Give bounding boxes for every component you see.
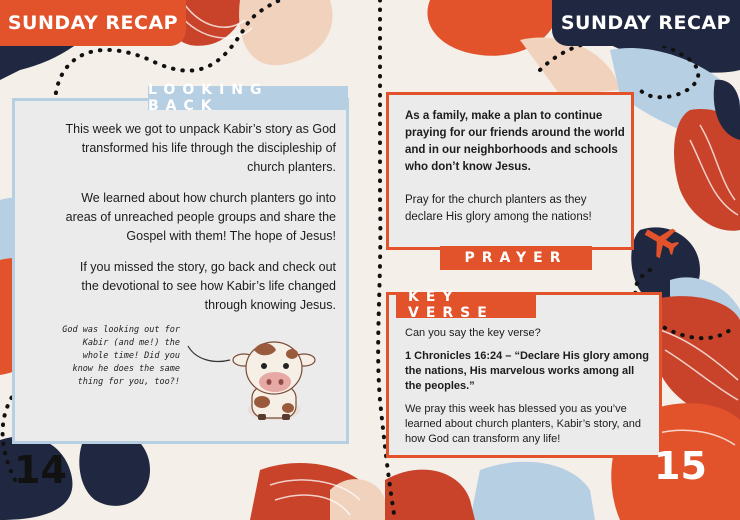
prayer-text: Pray for the church planters as they declare His glory among the nations!: [405, 194, 592, 223]
key-verse-body: [405, 326, 653, 455]
looking-back-heading: LOOKING BACK: [148, 86, 348, 110]
speech-pointer: [186, 342, 232, 366]
page-number-right: 15: [654, 444, 707, 488]
looking-back-paragraph: If you missed the story, go back and check out the devotional to see how Kabir’s life changed through knowing Jesus.: [79, 260, 336, 312]
prayer-bold-text: As a family, make a plan to continue praying for our friends around the world and in our neighborhoods and schools who don’t know Jesus.: [405, 110, 625, 173]
key-verse-closing: We pray this week has blessed you as you’ve learned about church planters, Kabir’s story, and how God can transform any life!: [405, 403, 642, 445]
looking-back-body: [60, 120, 336, 327]
looking-back-paragraph: We learned about how church planters go into areas of unreached people groups and share the Gospel with them! The hope of Jesus!: [65, 191, 336, 243]
prayer-body: [405, 108, 625, 242]
red-blob: [650, 296, 740, 420]
blue-blob: [470, 462, 595, 520]
header-title-left: SUNDAY RECAP: [0, 0, 186, 46]
speech-bubble-text: God was looking out for Kabir (and me!) the whole time! Did you know he does the same thing for you, too?!: [62, 325, 180, 387]
key-verse-scripture: 1 Chronicles 16:24 – “Declare His glory among the nations, His marvelous works among all the peoples.”: [405, 350, 649, 392]
prayer-heading: PRAYER: [440, 246, 592, 270]
key-verse-question: Can you say the key verse?: [405, 327, 541, 339]
red-blob: [385, 470, 475, 520]
peach-blob: [330, 479, 385, 520]
page-number-left: 14: [14, 448, 67, 492]
cow-mascot-icon: [232, 330, 316, 422]
peach-blob: [520, 37, 620, 95]
key-verse-heading: KEY VERSE: [396, 292, 536, 318]
header-title-right: SUNDAY RECAP: [552, 0, 740, 46]
looking-back-paragraph: This week we got to unpack Kabir’s story as God transformed his life through the discipleship of church planters.: [65, 122, 336, 174]
peach-blob: [239, 0, 332, 65]
